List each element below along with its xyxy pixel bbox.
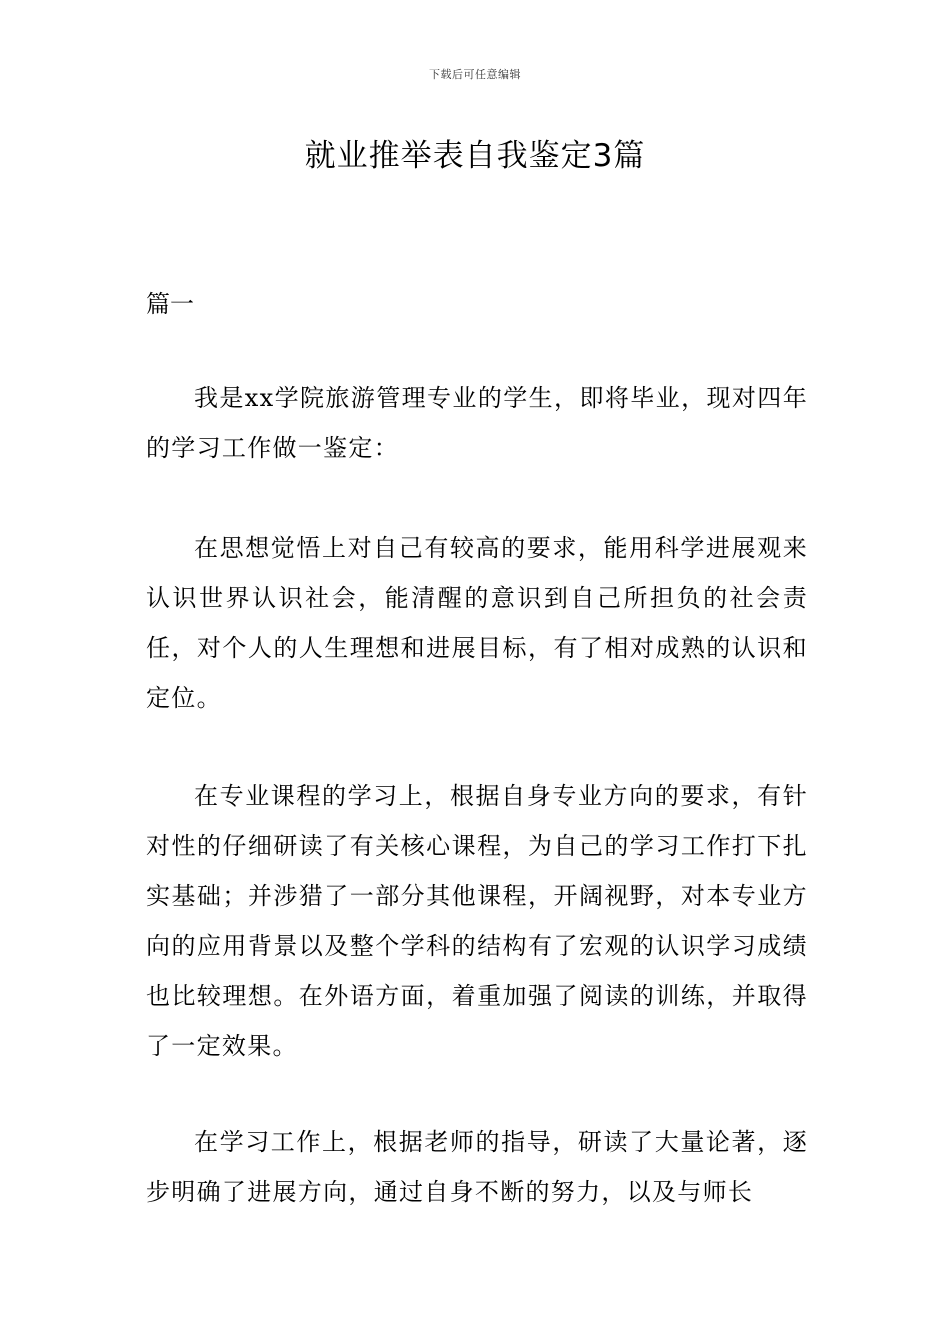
section-label: 篇一 (146, 290, 194, 318)
paragraph-coursework: 在专业课程的学习上，根据自身专业方向的要求，有针对性的仔细研读了有关核心课程，为自己的学习工作打下扎实基础；并涉猎了一部分其他课程，开阔视野，对本专业方向的应用背景以及整个学科的结构有了宏观的认识学习成绩也比较理想。在外语方面，着重加强了阅读的训练，并取得了一定效果。 (146, 782, 808, 1060)
document-title: 就业推举表自我鉴定3篇 (304, 138, 646, 174)
paragraph-ideology: 在思想觉悟上对自己有较高的要求，能用科学进展观来认识世界认识社会，能清醒的意识到自己所担负的社会责任，对个人的人生理想和进展目标，有了相对成熟的认识和定位。 (146, 534, 808, 712)
header-note: 下载后可任意编辑 (429, 68, 521, 81)
paragraph-intro: 我是xx学院旅游管理专业的学生，即将毕业，现对四年的学习工作做一鉴定： (146, 384, 808, 462)
paragraph-study-work: 在学习工作上，根据老师的指导，研读了大量论著，逐步明确了进展方向，通过自身不断的努力，以及与师长 (146, 1128, 808, 1206)
